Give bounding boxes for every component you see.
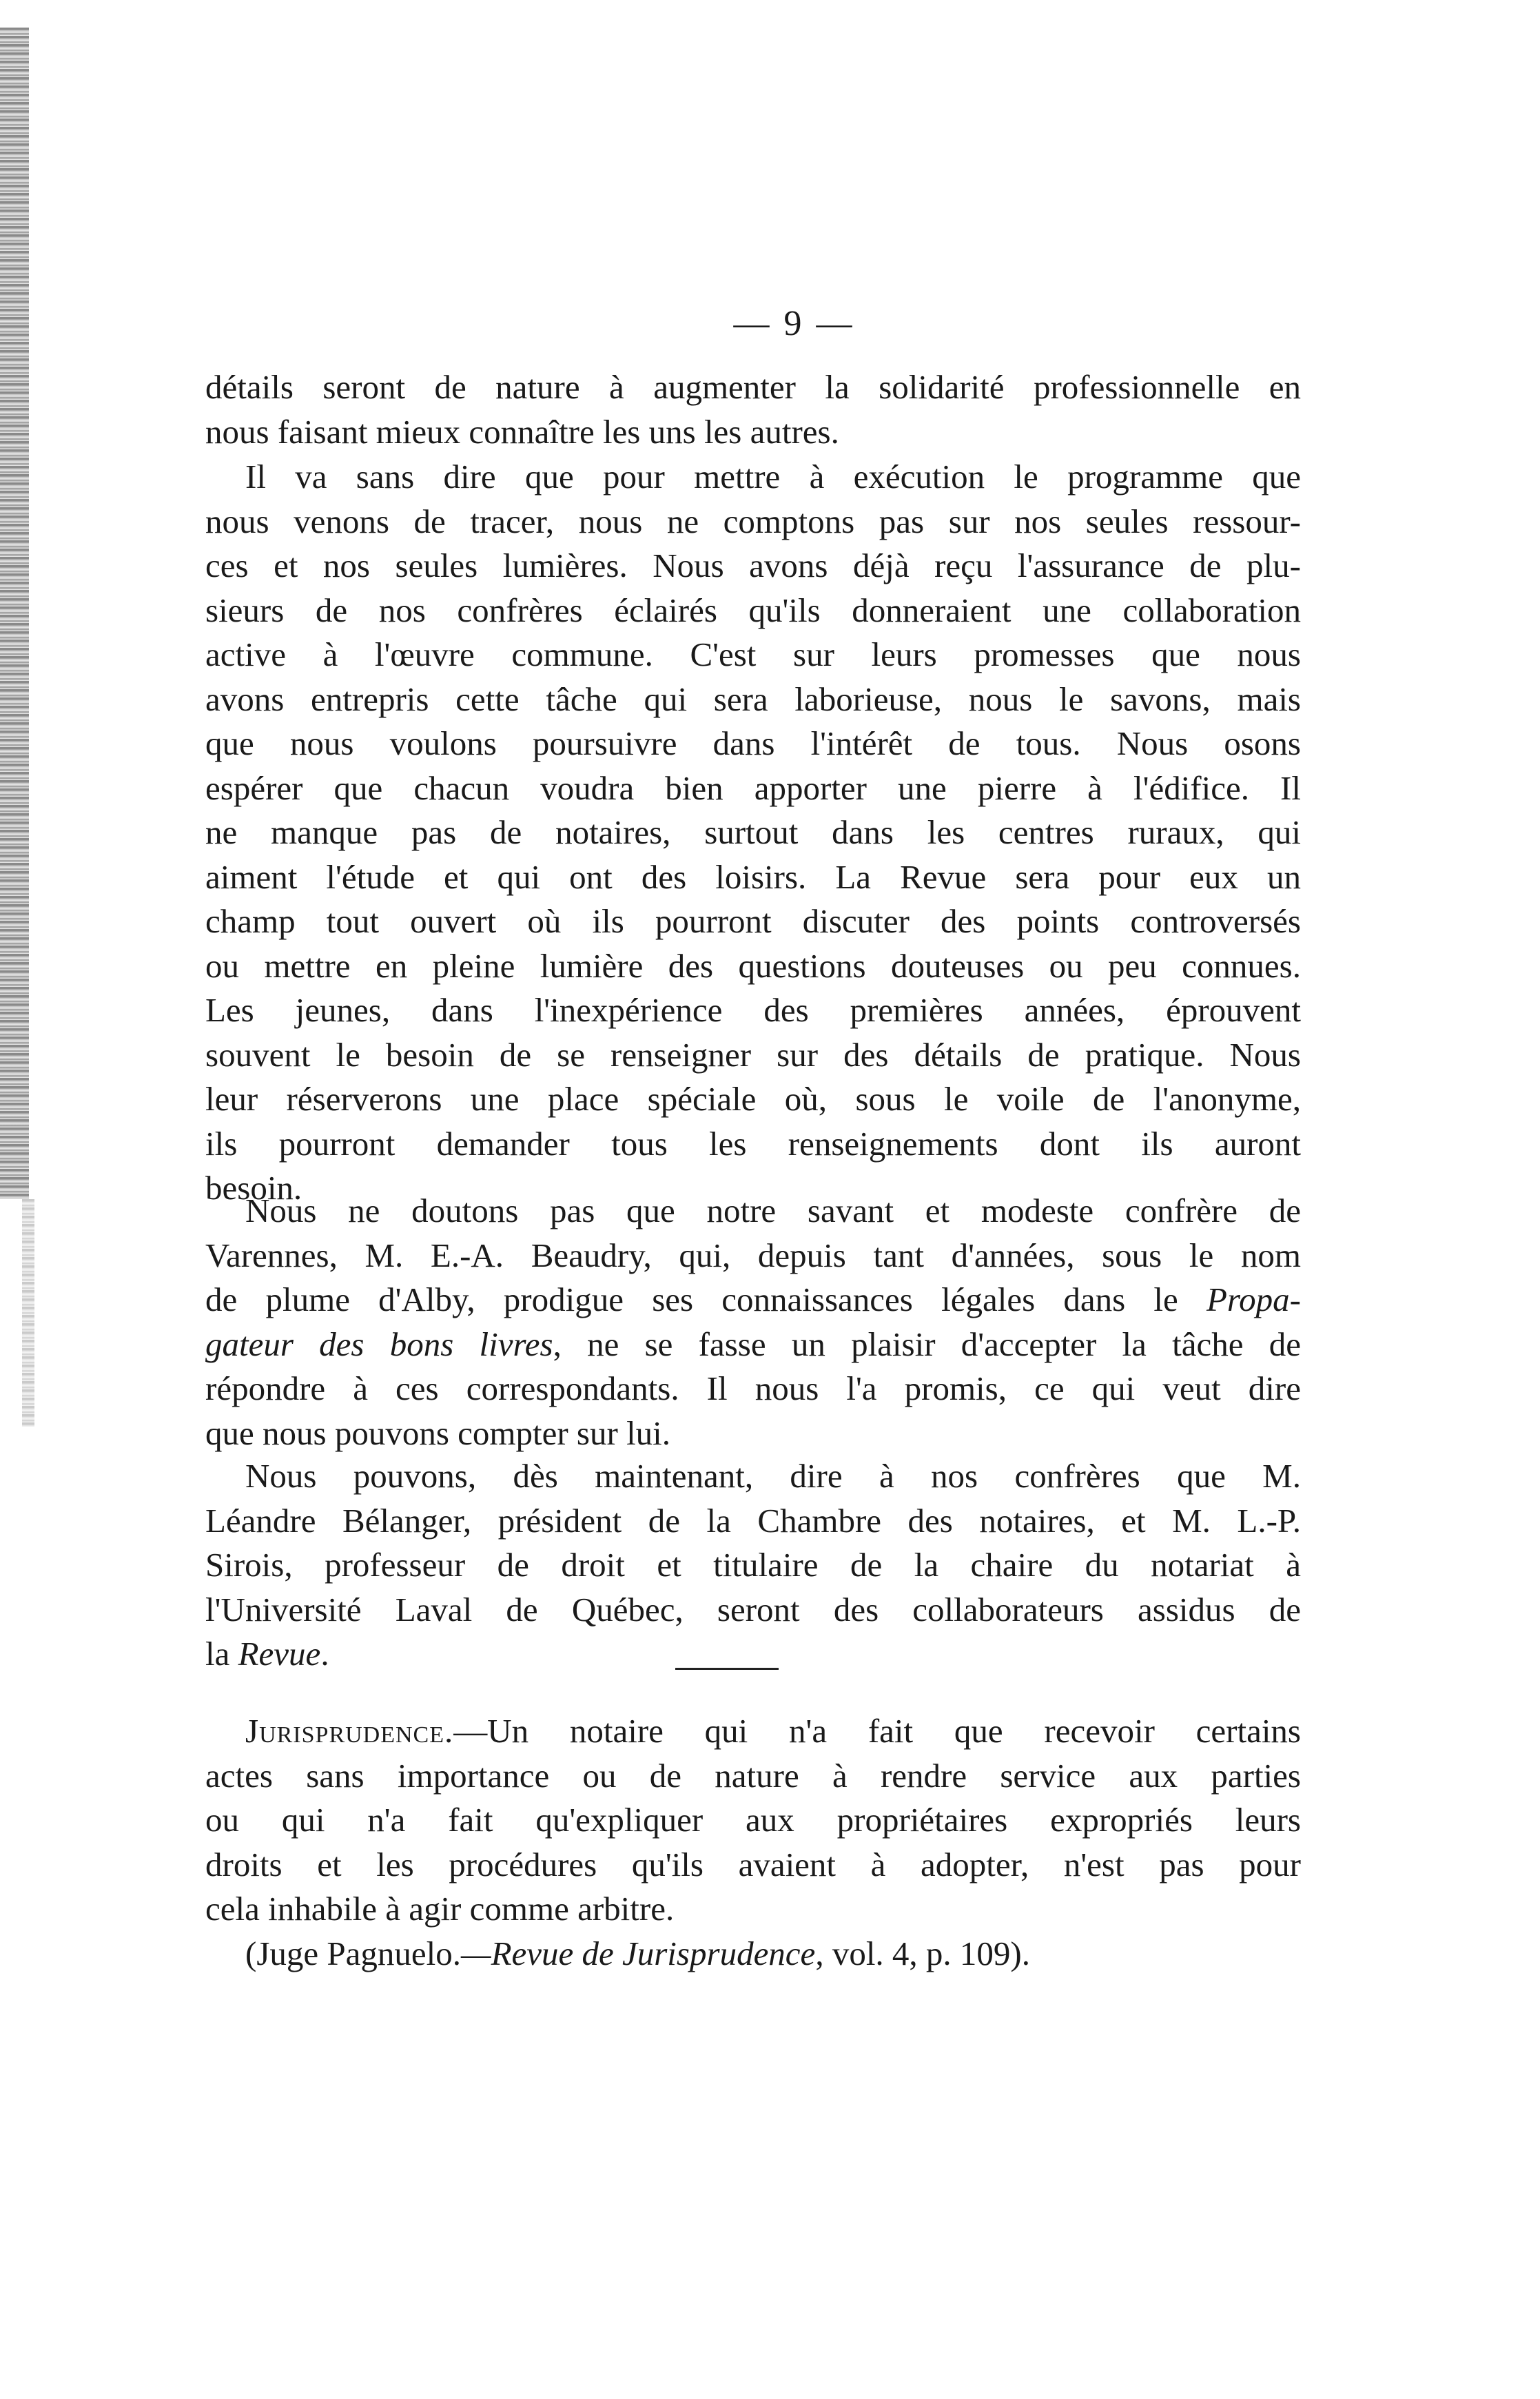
text-line: espérer que chacun voudra bien apporter une pierre à l'édifice. Il [205,768,1301,807]
text-line: droits et les procédures qu'ils avaient à adopter, n'est pas pour [205,1845,1301,1884]
text-line: l'Université Laval de Québec, seront des collaborateurs assidus de [205,1590,1301,1629]
text-line: Il va sans dire que pour mettre à exécution le programme que [245,458,1301,496]
text-line: ces et nos seules lumières. Nous avons déjà reçu l'assurance de plu- [205,547,1301,584]
section-separator-rule [675,1668,779,1670]
text-run: (Juge Pagnuelo. [245,1934,461,1972]
text-line: cela inhabile à agir comme arbitre. [205,1890,675,1928]
text-run: de plume d'Alby, prodigue ses connaissances légales dans le [205,1280,1207,1318]
page-number [0,303,1540,344]
text-line: nous venons de tracer, nous ne comptons pas sur nos seules ressour- [205,502,1301,540]
text-line: Varennes, M. E.-A. Beaudry, qui, depuis tant d'années, sous le nom [205,1236,1301,1274]
text-line: ou mettre en pleine lumière des questions douteuses ou peu connues. [205,946,1301,985]
text-line: que nous pouvons compter sur lui. [205,1413,671,1452]
text-line: Léandre Bélanger, président de la Chambre des notaires, et M. L.-P. [205,1501,1301,1540]
text-line: Les jeunes, dans l'inexpérience des premières années, éprouvent [205,991,1301,1029]
text-run: , vol. 4, p. 109). [815,1934,1030,1972]
text-run: . [320,1635,329,1673]
jurisprudence-note [205,1709,1301,1976]
text-line: avons entrepris cette tâche qui sera laborieuse, nous le savons, mais [205,680,1301,718]
text-line: champ tout ouvert où ils pourront discuter des points controversés [205,902,1301,940]
text-line: actes sans importance ou de nature à rendre service aux parties [205,1756,1301,1795]
text-line: Sirois, professeur de droit et titulaire de la chaire du notariat à [205,1546,1301,1584]
text-line: nous faisant mieux connaître les uns les autres. [205,412,839,451]
page-number-text: — 9 — [733,304,855,343]
paragraph-2 [205,455,1301,1211]
text-line [205,1323,1301,1367]
text-line: Nous pouvons, dès maintenant, dire à nos confrères que M. [245,1457,1301,1495]
paragraph-1 [205,365,1301,454]
italic-run: Revue [238,1635,321,1673]
text-run: —Un notaire qui n'a fait que recevoir certains [453,1712,1301,1750]
text-line: souvent le besoin de se renseigner sur des détails de pratique. Nous [205,1035,1301,1074]
italic-run: gateur des bons livres [205,1325,553,1363]
text-line: besoin. [205,1169,302,1207]
text-line: détails seront de nature à augmenter la solidarité professionnelle en [205,368,1301,406]
text-line: active à l'œuvre commune. C'est sur leurs promesses que nous [205,635,1301,673]
section-label: Jurisprudence. [245,1712,454,1750]
text-line: sieurs de nos confrères éclairés qu'ils donneraient une collaboration [205,591,1301,629]
text-line: Nous ne doutons pas que notre savant et modeste confrère de [245,1192,1301,1229]
paragraph-3 [205,1189,1301,1456]
text-line: ou qui n'a fait qu'expliquer aux propriétaires expropriés leurs [205,1801,1301,1839]
italic-run: Propa- [1207,1280,1301,1318]
text-line: répondre à ces correspondants. Il nous l'a promis, ce qui veut dire [205,1369,1301,1407]
text-line: ne manque pas de notaires, surtout dans les centres ruraux, qui [205,813,1301,851]
text-run: la [205,1635,238,1673]
text-line [205,1278,1301,1323]
italic-run: —Revue de Jurisprudence [461,1934,816,1972]
text-line: aiment l'étude et qui ont des loisirs. La Revue sera pour eux un [205,857,1301,896]
scan-edge-artifact-lower [22,1199,34,1427]
citation [205,1932,1301,1977]
paragraph-4 [205,1454,1301,1677]
text-line: ils pourront demander tous les renseignements dont ils auront [205,1124,1301,1163]
text-line: leur réserverons une place spéciale où, sous le voile de l'anonyme, [205,1080,1301,1118]
text-line [205,1709,1301,1754]
scan-edge-artifact [0,28,29,1199]
text-line: que nous voulons poursuivre dans l'intérêt de tous. Nous osons [205,724,1301,762]
text-run: , ne se fasse un plaisir d'accepter la tâche de [553,1325,1301,1363]
